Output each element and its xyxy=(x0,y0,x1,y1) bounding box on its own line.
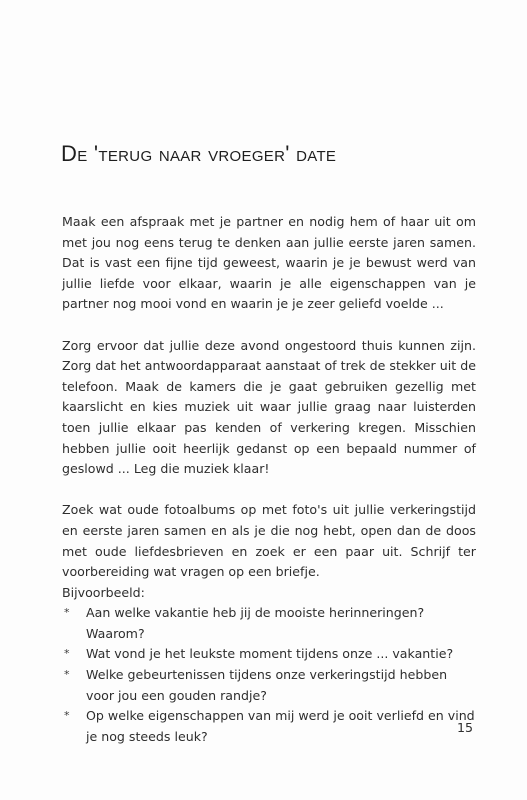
asterisk-bullet-icon: * xyxy=(64,709,70,723)
body-text xyxy=(62,212,476,747)
question-item xyxy=(62,665,476,706)
asterisk-bullet-icon: * xyxy=(64,606,70,620)
question-list xyxy=(62,603,476,747)
question-text: Aan welke vakantie heb jij de mooiste herinneringen? Waarom? xyxy=(86,605,425,641)
paragraph-1: Maak een afspraak met je partner en nodig hem of haar uit om met jou nog eens terug te denken aan jullie eerste jaren samen. Dat is vast een fijne tijd geweest, waarin je je bewust werd van jullie liefde voor elkaar, waarin je alle eigenschappen van je partner nog mooi vond en waarin je je zeer geliefd voelde ... xyxy=(62,214,476,312)
question-text: Welke gebeurtenissen tijdens onze verkeringstijd hebben voor jou een gouden randje? xyxy=(86,667,448,703)
question-text: Op welke eigenschappen van mij werd je ooit verliefd en vind je nog steeds leuk? xyxy=(86,708,475,744)
question-item xyxy=(62,706,476,747)
page-number: 15 xyxy=(457,720,474,735)
paragraph-3: Zoek wat oude fotoalbums op met foto's uit jullie verkeringstijd en eerste jaren samen en als je die nog hebt, open dan de doos met oude liefdesbrieven en zoek er een paar uit. Schrijf ter voorbereiding wat vragen op een briefje. xyxy=(62,502,476,580)
page-title: De 'terug naar vroeger' date xyxy=(61,141,337,166)
asterisk-bullet-icon: * xyxy=(64,668,70,682)
question-item xyxy=(62,603,476,644)
paragraph-2: Zorg ervoor dat jullie deze avond ongestoord thuis kunnen zijn. Zorg dat het antwoordapparaat aanstaat of trek de stekker uit de telefoon. Maak de kamers die je gaat gebruiken gezellig met kaarslicht en kies muziek uit waar jullie graag naar luisterden toen jullie elkaar pas kenden of verkering kregen. Misschien hebben jullie ooit heerlijk gedanst op een bepaald nummer of geslowd ... Leg die muziek klaar! xyxy=(62,337,476,477)
question-item xyxy=(62,644,476,665)
question-text: Wat vond je het leukste moment tijdens onze ... vakantie? xyxy=(86,646,454,662)
asterisk-bullet-icon: * xyxy=(64,647,70,661)
examples-intro: Bijvoorbeeld: xyxy=(62,584,145,600)
